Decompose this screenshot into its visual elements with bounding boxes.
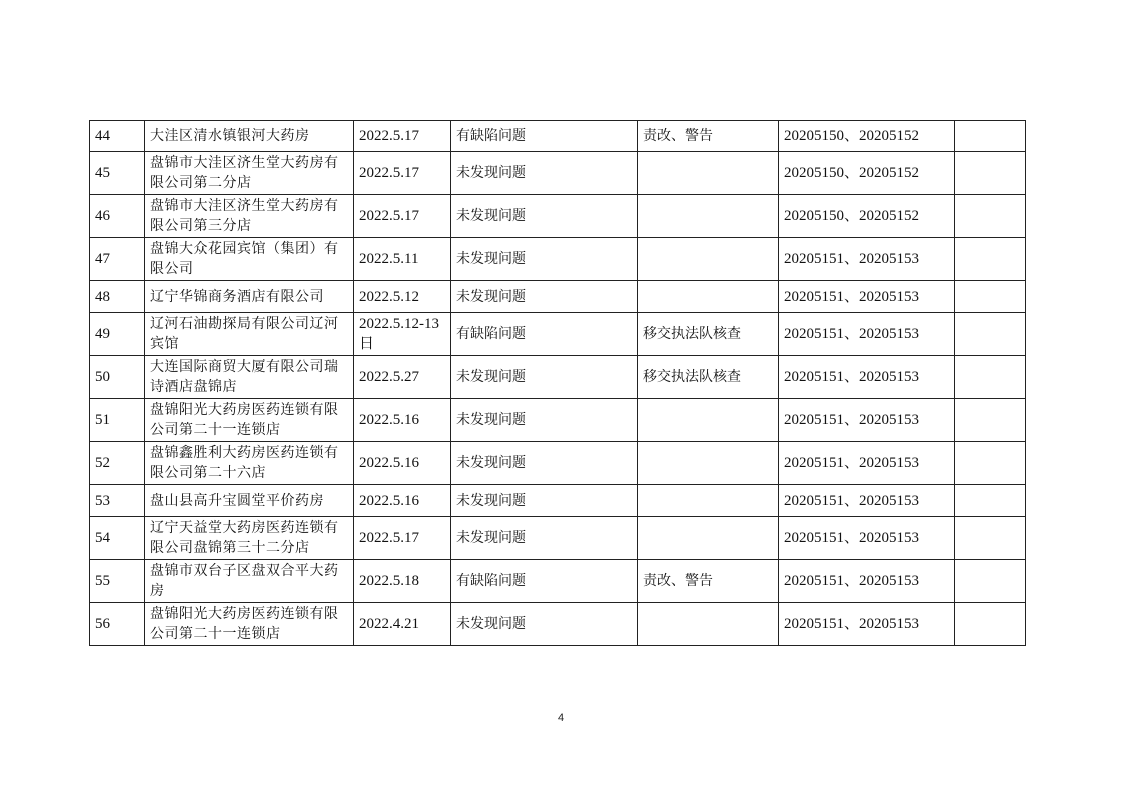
business-name: 盘锦市大洼区济生堂大药房有限公司第二分店 [145, 152, 354, 195]
table-row [90, 442, 1026, 485]
disposal-action [638, 238, 779, 281]
inspection-result: 有缺陷问题 [451, 121, 638, 152]
remarks-cell [955, 313, 1026, 356]
business-name: 辽河石油勘探局有限公司辽河宾馆 [145, 313, 354, 356]
inspection-result: 有缺陷问题 [451, 313, 638, 356]
disposal-action [638, 399, 779, 442]
inspection-date: 2022.4.21 [354, 603, 451, 646]
record-code: 20205151、20205153 [779, 356, 955, 399]
business-name: 盘锦市大洼区济生堂大药房有限公司第三分店 [145, 195, 354, 238]
inspection-date: 2022.5.12 [354, 281, 451, 313]
disposal-action [638, 603, 779, 646]
disposal-action: 责改、警告 [638, 121, 779, 152]
table-row [90, 603, 1026, 646]
disposal-action [638, 152, 779, 195]
row-number: 48 [90, 281, 145, 313]
row-number: 56 [90, 603, 145, 646]
business-name: 辽宁天益堂大药房医药连锁有限公司盘锦第三十二分店 [145, 517, 354, 560]
page-number: 4 [557, 712, 565, 724]
record-code: 20205151、20205153 [779, 603, 955, 646]
inspection-result: 未发现问题 [451, 356, 638, 399]
record-code: 20205151、20205153 [779, 313, 955, 356]
row-number: 51 [90, 399, 145, 442]
row-number: 46 [90, 195, 145, 238]
inspection-result: 未发现问题 [451, 152, 638, 195]
remarks-cell [955, 399, 1026, 442]
table-row [90, 121, 1026, 152]
disposal-action [638, 442, 779, 485]
record-code: 20205151、20205153 [779, 399, 955, 442]
row-number: 53 [90, 485, 145, 517]
business-name: 盘锦大众花园宾馆（集团）有限公司 [145, 238, 354, 281]
disposal-action [638, 485, 779, 517]
record-code: 20205151、20205153 [779, 517, 955, 560]
inspection-date: 2022.5.12-13日 [354, 313, 451, 356]
record-code: 20205151、20205153 [779, 560, 955, 603]
inspection-result: 未发现问题 [451, 517, 638, 560]
inspection-table [89, 120, 1026, 646]
table-row [90, 195, 1026, 238]
remarks-cell [955, 560, 1026, 603]
disposal-action: 移交执法队核查 [638, 313, 779, 356]
inspection-date: 2022.5.17 [354, 517, 451, 560]
record-code: 20205151、20205153 [779, 485, 955, 517]
inspection-date: 2022.5.18 [354, 560, 451, 603]
row-number: 52 [90, 442, 145, 485]
record-code: 20205150、20205152 [779, 195, 955, 238]
remarks-cell [955, 603, 1026, 646]
row-number: 49 [90, 313, 145, 356]
table-row [90, 399, 1026, 442]
inspection-result: 未发现问题 [451, 485, 638, 517]
record-code: 20205150、20205152 [779, 121, 955, 152]
inspection-result: 未发现问题 [451, 399, 638, 442]
business-name: 盘锦阳光大药房医药连锁有限公司第二十一连锁店 [145, 399, 354, 442]
row-number: 45 [90, 152, 145, 195]
table-row [90, 560, 1026, 603]
inspection-result: 未发现问题 [451, 442, 638, 485]
table-row [90, 152, 1026, 195]
remarks-cell [955, 121, 1026, 152]
inspection-date: 2022.5.17 [354, 152, 451, 195]
inspection-result: 未发现问题 [451, 281, 638, 313]
table-row [90, 517, 1026, 560]
record-code: 20205151、20205153 [779, 281, 955, 313]
row-number: 47 [90, 238, 145, 281]
table-row [90, 238, 1026, 281]
remarks-cell [955, 485, 1026, 517]
disposal-action: 移交执法队核查 [638, 356, 779, 399]
inspection-date: 2022.5.27 [354, 356, 451, 399]
business-name: 盘锦鑫胜利大药房医药连锁有限公司第二十六店 [145, 442, 354, 485]
business-name: 盘山县高升宝圆堂平价药房 [145, 485, 354, 517]
remarks-cell [955, 356, 1026, 399]
disposal-action: 责改、警告 [638, 560, 779, 603]
disposal-action [638, 517, 779, 560]
table-row [90, 485, 1026, 517]
record-code: 20205151、20205153 [779, 238, 955, 281]
record-code: 20205151、20205153 [779, 442, 955, 485]
inspection-date: 2022.5.16 [354, 485, 451, 517]
business-name: 盘锦市双台子区盘双合平大药房 [145, 560, 354, 603]
inspection-date: 2022.5.16 [354, 442, 451, 485]
record-code: 20205150、20205152 [779, 152, 955, 195]
table-row [90, 356, 1026, 399]
row-number: 55 [90, 560, 145, 603]
row-number: 54 [90, 517, 145, 560]
inspection-date: 2022.5.17 [354, 121, 451, 152]
remarks-cell [955, 152, 1026, 195]
remarks-cell [955, 238, 1026, 281]
disposal-action [638, 195, 779, 238]
inspection-date: 2022.5.17 [354, 195, 451, 238]
table-row [90, 313, 1026, 356]
remarks-cell [955, 517, 1026, 560]
inspection-result: 有缺陷问题 [451, 560, 638, 603]
remarks-cell [955, 442, 1026, 485]
remarks-cell [955, 195, 1026, 238]
inspection-date: 2022.5.11 [354, 238, 451, 281]
row-number: 44 [90, 121, 145, 152]
inspection-date: 2022.5.16 [354, 399, 451, 442]
business-name: 大连国际商贸大厦有限公司瑞诗酒店盘锦店 [145, 356, 354, 399]
inspection-result: 未发现问题 [451, 195, 638, 238]
business-name: 大洼区清水镇银河大药房 [145, 121, 354, 152]
table-row [90, 281, 1026, 313]
inspection-result: 未发现问题 [451, 603, 638, 646]
business-name: 辽宁华锦商务酒店有限公司 [145, 281, 354, 313]
remarks-cell [955, 281, 1026, 313]
disposal-action [638, 281, 779, 313]
row-number: 50 [90, 356, 145, 399]
inspection-result: 未发现问题 [451, 238, 638, 281]
business-name: 盘锦阳光大药房医药连锁有限公司第二十一连锁店 [145, 603, 354, 646]
